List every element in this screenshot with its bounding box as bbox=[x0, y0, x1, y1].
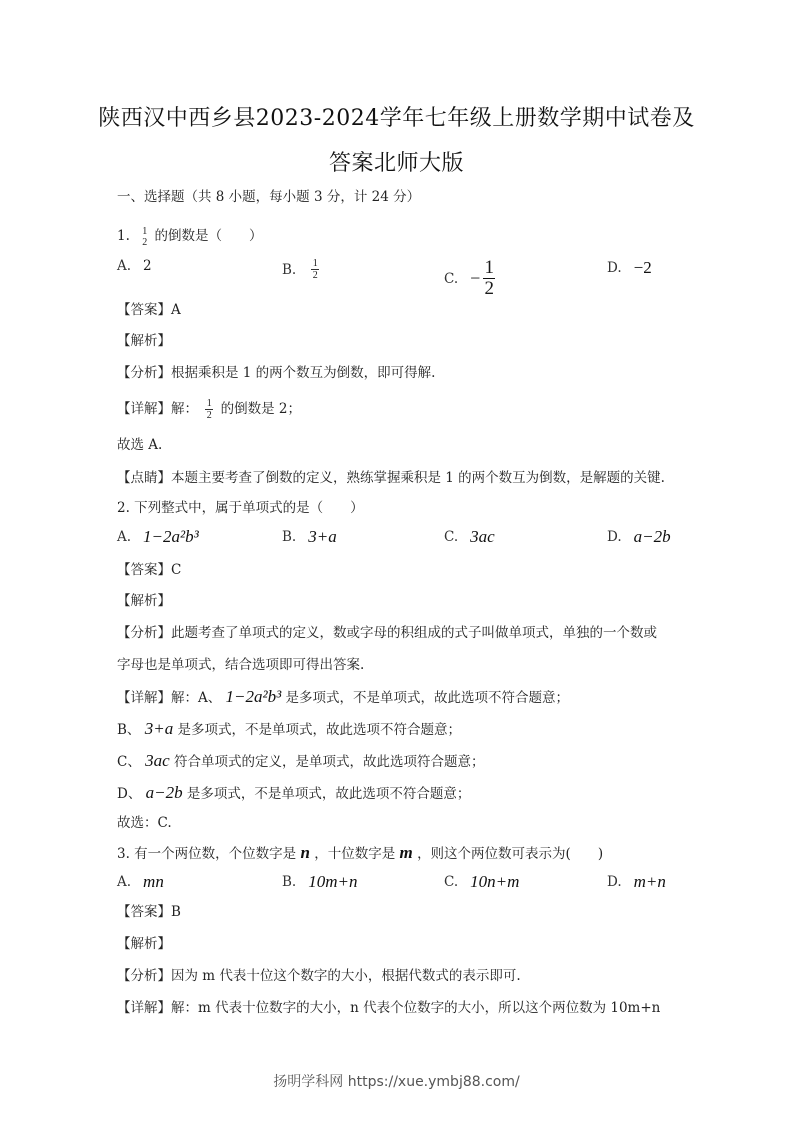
option-d: D. −2 bbox=[607, 258, 652, 277]
option-a: A. 2 bbox=[117, 258, 152, 274]
section-heading: 一、选择题（共 8 小题，每小题 3 分，计 24 分） bbox=[117, 189, 421, 205]
comment-line: 【点睛】本题主要考查了倒数的定义，熟练掌握乘积是 1 的两个数互为倒数，是解题的关键. bbox=[117, 470, 665, 486]
question-2-options bbox=[117, 527, 677, 557]
option-a: A. 1−2a²b³ bbox=[117, 527, 199, 546]
question-2-stem: 2. 下列整式中，属于单项式的是（ ） bbox=[117, 500, 364, 516]
document-title-line1: 陕西汉中西乡县2023-2024学年七年级上册数学期中试卷及 bbox=[98, 106, 695, 131]
detail-line: 【详解】解： $\frac{1}{2}$ 的倒数是 2； bbox=[117, 398, 301, 421]
detail-a: 【详解】解：A、 1−2a²b³ 是多项式，不是单项式，故此选项不符合题意； bbox=[117, 687, 570, 706]
answer-line: 【答案】B bbox=[117, 904, 181, 920]
question-1-stem bbox=[117, 226, 262, 248]
analysis-heading: 【解析】 bbox=[117, 593, 171, 609]
option-c: C. − $\frac{1}{2}$ bbox=[444, 257, 495, 299]
option-c: C. 3ac bbox=[444, 527, 495, 546]
question-text: 的倒数是（ ） bbox=[154, 228, 263, 244]
choose-line: 故选 A. bbox=[117, 437, 163, 453]
option-d: D. m+n bbox=[607, 872, 666, 891]
detail-c: C、 3ac 符合单项式的定义，是单项式，故此选项符合题意； bbox=[117, 751, 485, 770]
document-title-line2: 答案北师大版 bbox=[328, 151, 464, 176]
question-3-options bbox=[117, 872, 677, 902]
analysis-text-1: 【分析】此题考查了单项式的定义，数或字母的积组成的式子叫做单项式，单独的一个数或 bbox=[117, 625, 657, 641]
option-value: 2 bbox=[143, 258, 152, 274]
choose-line: 故选：C. bbox=[117, 815, 172, 831]
option-b: B. 10m+n bbox=[282, 872, 358, 891]
answer-line: 【答案】C bbox=[117, 562, 182, 578]
fraction-half: 1 2 bbox=[142, 226, 148, 248]
detail-d: D、 a−2b 是多项式，不是单项式，故此选项不符合题意； bbox=[117, 783, 471, 802]
footer-watermark: 扬明学科网 https://xue.ymbj88.com/ bbox=[273, 1074, 520, 1090]
minus-sign: − bbox=[470, 268, 481, 288]
question-3-stem: 3. 有一个两位数，个位数字是 n ，十位数字是 m ，则这个两位数可表示为( ) bbox=[117, 843, 604, 862]
question-number: 1. bbox=[117, 228, 130, 244]
analysis-heading: 【解析】 bbox=[117, 333, 171, 349]
detail-b: B、 3+a 是多项式，不是单项式，故此选项不符合题意； bbox=[117, 719, 461, 738]
detail-line: 【详解】解：m 代表十位数字的大小，n 代表个位数字的大小，所以这个两位数为 10m+n bbox=[117, 1000, 661, 1016]
analysis-text: 【分析】因为 m 代表十位这个数字的大小，根据代数式的表示即可. bbox=[117, 968, 521, 984]
analysis-text-2: 字母也是单项式，结合选项即可得出答案. bbox=[117, 657, 365, 673]
answer-line: 【答案】A bbox=[117, 302, 181, 318]
option-a: A. mn bbox=[117, 872, 164, 891]
fraction-half: $\frac{1}{2}$ bbox=[206, 398, 212, 421]
option-b: B. 3+a bbox=[282, 527, 337, 546]
analysis-text: 【分析】根据乘积是 1 的两个数互为倒数，即可得解. bbox=[117, 365, 436, 381]
option-b: B. $\frac{1}{2}$ bbox=[282, 258, 318, 281]
option-c: C. 10n+m bbox=[444, 872, 520, 891]
option-d: D. a−2b bbox=[607, 527, 671, 546]
question-1-options bbox=[117, 257, 677, 299]
fraction-half: $\frac{1}{2}$ bbox=[312, 258, 318, 281]
fraction-half: $\frac{1}{2}$ bbox=[484, 257, 495, 299]
analysis-heading: 【解析】 bbox=[117, 936, 171, 952]
